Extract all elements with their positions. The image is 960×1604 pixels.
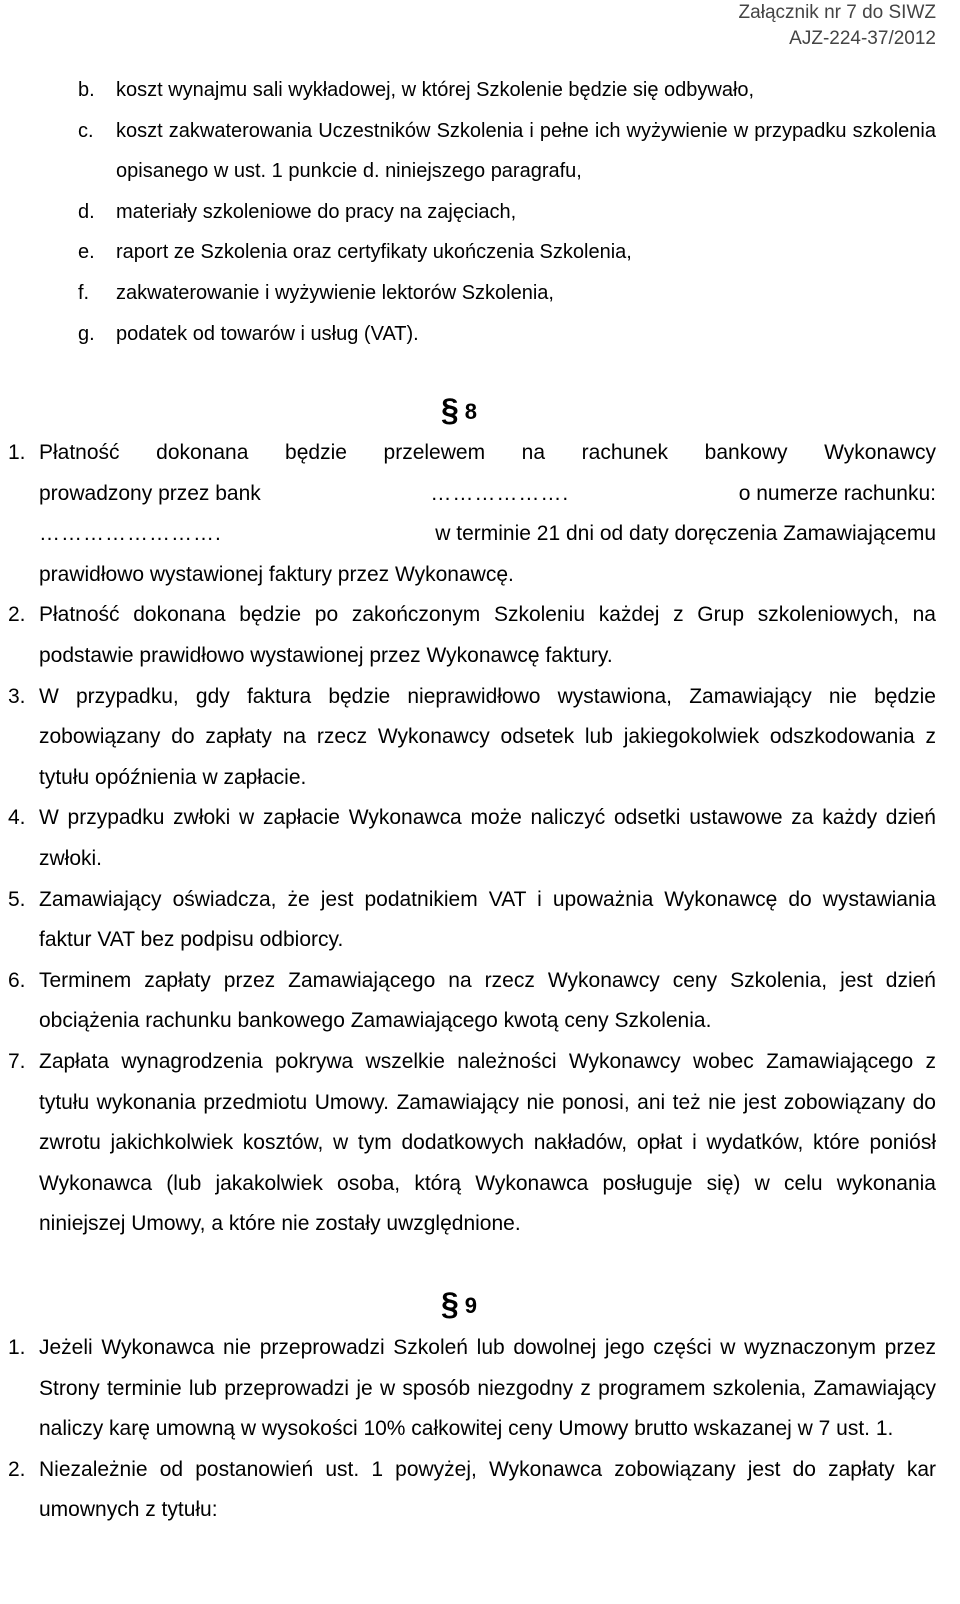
account-number-placeholder: ……………………. xyxy=(39,522,222,546)
list-item: 1. Jeżeli Wykonawca nie przeprowadzi Szkoleń lub dowolnej jego części w wyznaczonym przez Strony terminie lub przeprowadzi je w sposób niezgodny z programem szkolenia, Zamawiający naliczy karę umowną w wysokości 10% całkowitej ceny Umowy brutto wskazanej w 7 ust. 1. xyxy=(8,1336,936,1441)
list-item: 5. Zamawiający oświadcza, że jest podatnikiem VAT i upoważnia Wykonawcę do wystawiania faktur VAT bez podpisu odbiorcy. xyxy=(8,887,936,952)
list-item: 3. W przypadku, gdy faktura będzie nieprawidłowo wystawiona, Zamawiający nie będzie zobowiązany do zapłaty na rzecz Wykonawcy odsetek lub jakiegokolwiek odszkodowania z tytułu opóźnienia w zapłacie. xyxy=(8,684,936,789)
list-item: g. podatek od towarów i usług (VAT). xyxy=(78,322,419,345)
section-number: 8 xyxy=(464,399,478,424)
section-9-heading xyxy=(0,1286,918,1323)
list-item: b. koszt wynajmu sali wykładowej, w której Szkolenie będzie się odbywało, xyxy=(78,79,755,101)
list-item-payment-transfer: 1. Płatność dokonana będzie przelewem na rachunek bankowy Wykonawcy prowadzony przez bank ………………. o numerze rachunku: ……………………. w terminie 21 dni od daty doręczenia Zamawiającemu prawidłowo wystawionej faktury przez Wykonawcę. xyxy=(8,441,936,586)
list-item: 2. Płatność dokonana będzie po zakończonym Szkoleniu każdej z Grup szkoleniowych, na podstawie prawidłowo wystawionej przez Wykonawcę faktury. xyxy=(8,603,936,667)
page-header xyxy=(739,0,936,52)
bank-name-placeholder: ………………. xyxy=(430,481,570,505)
list-item: e. raport ze Szkolenia oraz certyfikaty ukończenia Szkolenia, xyxy=(78,241,632,264)
list-item: c. koszt zakwaterowania Uczestników Szkolenia i pełne ich wyżywienie w przypadku szkolenia opisanego w ust. 1 punkcie d. niniejszego paragrafu, xyxy=(78,119,936,183)
list-item: d. materiały szkoleniowe do pracy na zajęciach, xyxy=(78,200,517,223)
section-symbol: § xyxy=(440,1286,459,1322)
list-item: 2. Niezależnie od postanowień ust. 1 powyżej, Wykonawca zobowiązany jest do zapłaty kar umownych z tytułu: xyxy=(8,1457,936,1522)
list-item: 7. Zapłata wynagrodzenia pokrywa wszelkie należności Wykonawcy wobec Zamawiającego z tytułu wykonania przedmiotu Umowy. Zamawiający nie ponosi, ani też nie jest zobowiązany do zwrotu jakichkolwiek kosztów, w tym dodatkowych nakładów, opłat i wydatków, które poniósł Wykonawca (lub jakakolwiek osoba, którą Wykonawca posługuje się) w celu wykonania niniejszej Umowy, a które nie zostały uwzględnione. xyxy=(8,1049,936,1236)
list-item: f. zakwaterowanie i wyżywienie lektorów Szkolenia, xyxy=(78,281,554,304)
section-number: 9 xyxy=(464,1293,478,1318)
section-8-list xyxy=(8,433,936,1245)
reference-number: AJZ-224-37/2012 xyxy=(789,28,936,49)
section-9-list xyxy=(8,1328,936,1531)
cost-items-list xyxy=(78,70,936,354)
section-symbol: § xyxy=(440,392,459,428)
list-item: 6. Terminem zapłaty przez Zamawiającego na rzecz Wykonawcy ceny Szkolenia, jest dzień obciążenia rachunku bankowego Zamawiającego kwotą ceny Szkolenia. xyxy=(8,968,936,1033)
list-item: 4. W przypadku zwłoki w zapłacie Wykonawca może naliczyć odsetki ustawowe za każdy dzień zwłoki. xyxy=(8,806,936,870)
section-8-heading xyxy=(0,392,918,429)
attachment-label: Załącznik nr 7 do SIWZ xyxy=(738,2,936,23)
